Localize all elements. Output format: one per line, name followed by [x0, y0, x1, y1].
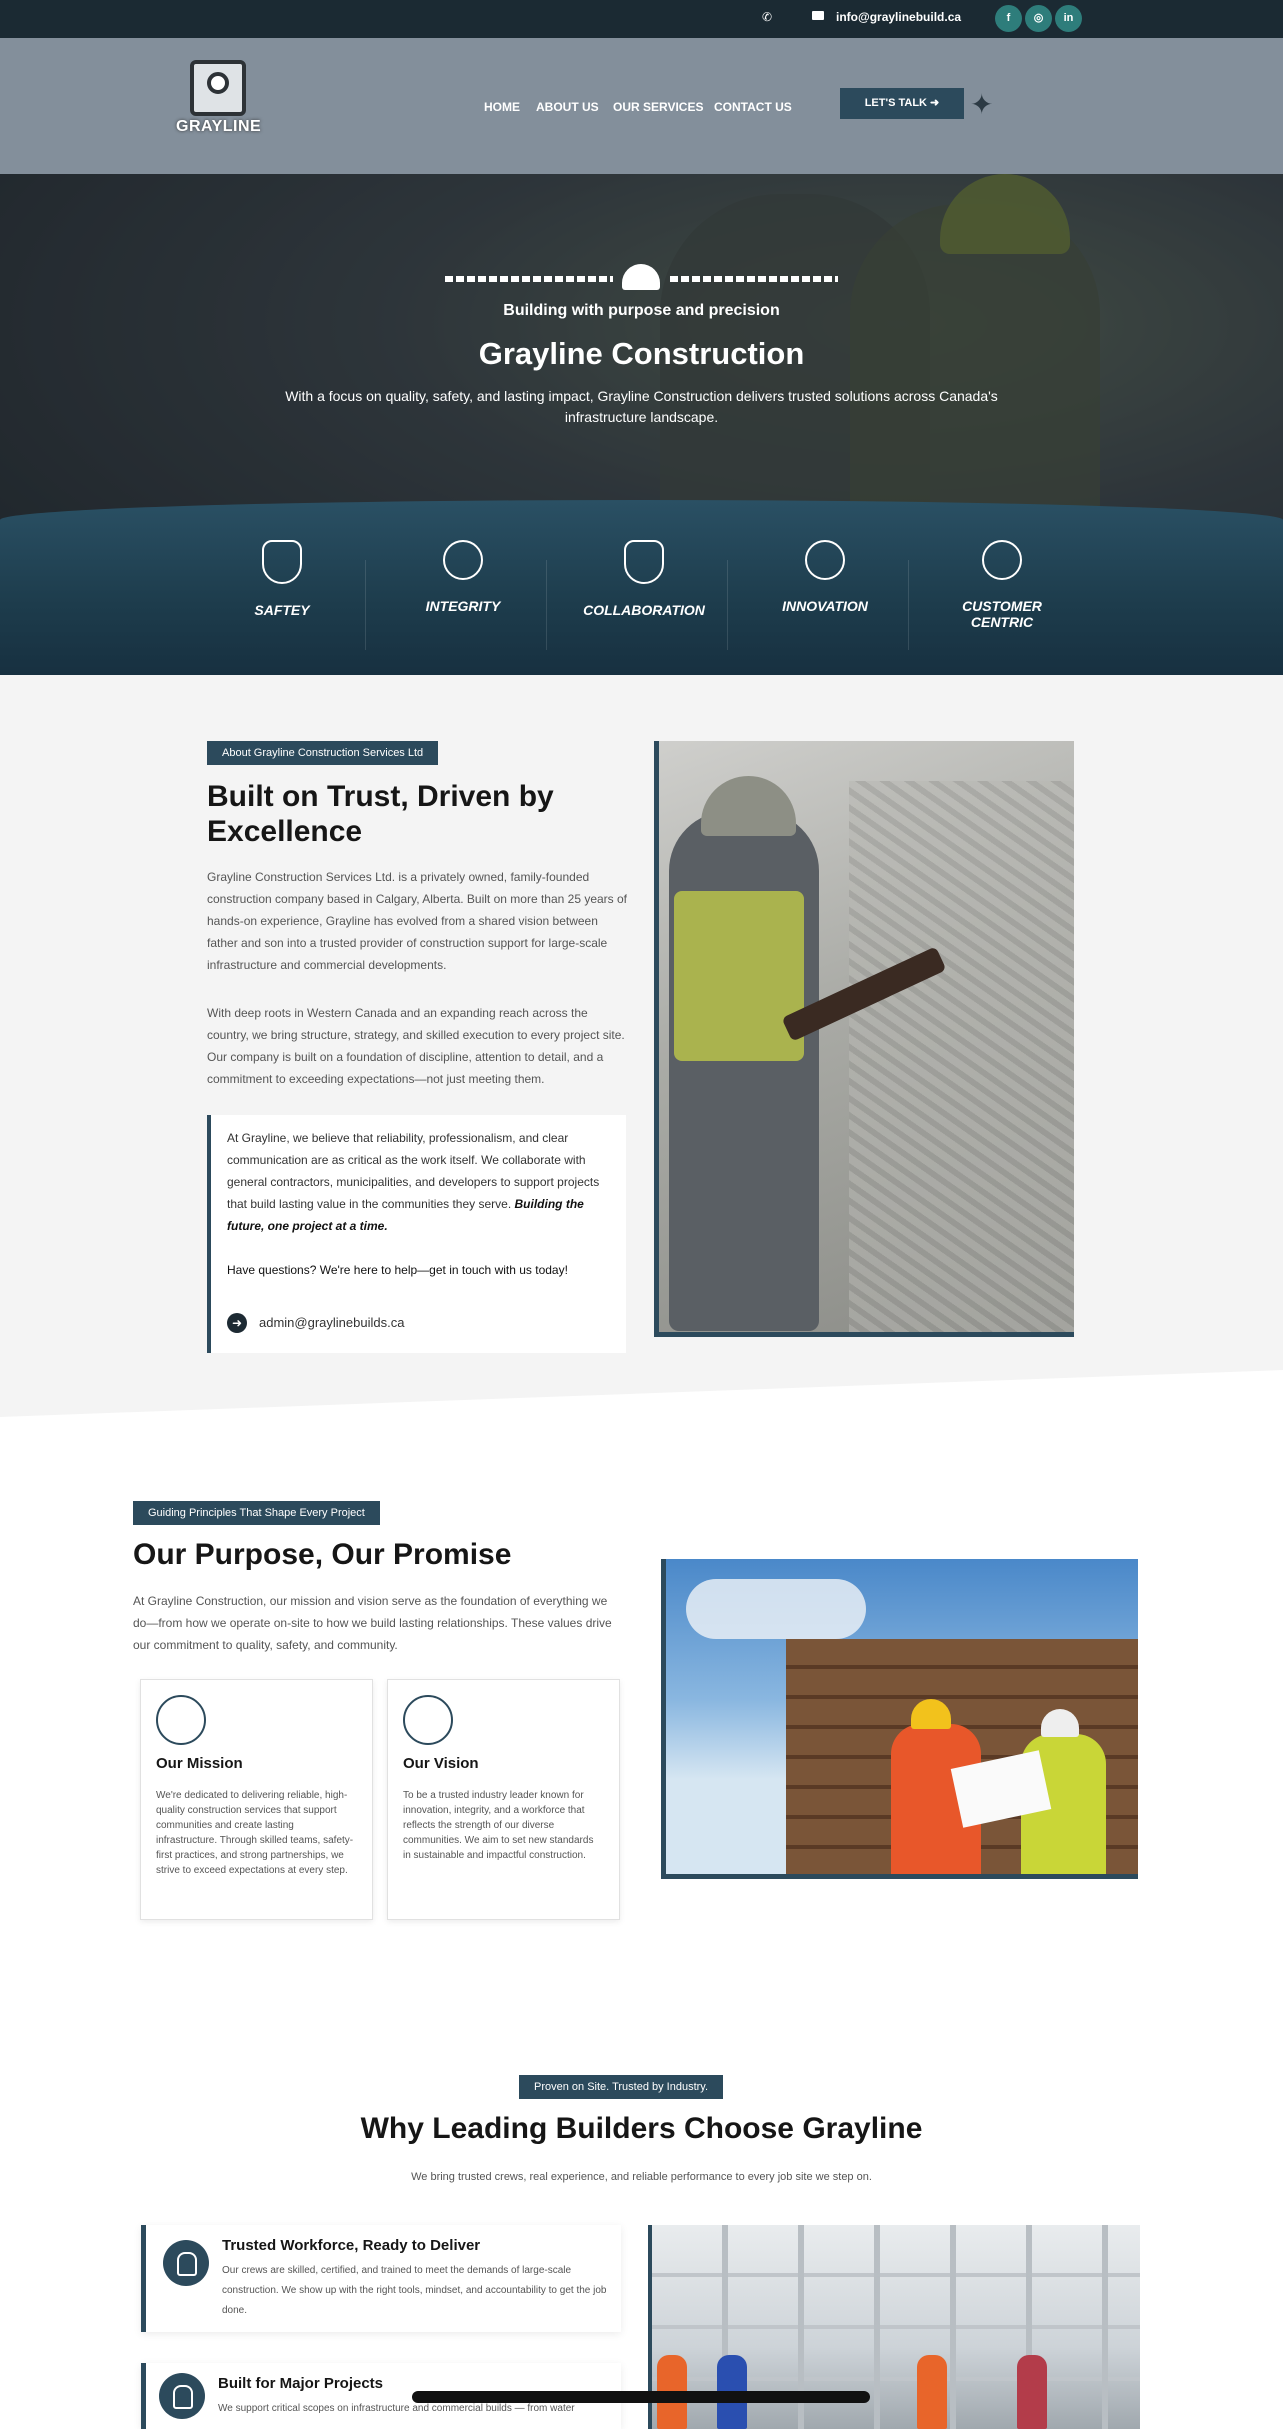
logo-mark-icon [190, 60, 246, 116]
shield-check-icon [262, 540, 302, 584]
about-paragraph-2: With deep roots in Western Canada and an expanding reach across the country, we bring structure, strategy, and skilled execution to every project site. Our company is built on a foundation of discipline, attention to detail, and a commitment to exceeding expectations—not just meeting them. [207, 1006, 625, 1086]
purpose-heading: Our Purpose, Our Promise [133, 1538, 512, 1571]
nav-about-us[interactable]: ABOUT US [536, 100, 599, 114]
envelope-icon [812, 11, 824, 20]
feature-title: Built for Major Projects [218, 2375, 384, 2392]
value-label: COLLABORATION [583, 602, 705, 618]
card-title: Our Vision [403, 1755, 479, 1772]
feature-title: Trusted Workforce, Ready to Deliver [222, 2237, 481, 2254]
maple-leaf-icon: ✦ [970, 89, 994, 120]
quote-body: At Grayline, we believe that reliability, professionalism, and clear communication are as critical as the work itself. We collaborate with general contractors, municipalities, and developers to support projects that build lasting value in the communities they serve. [227, 1131, 600, 1211]
purpose-intro: At Grayline Construction, our mission and vision serve as the foundation of everything we do—from how we operate on-site to how we build lasting relationships. These values drive our commitment to quality, safety, and community. [133, 1594, 612, 1652]
handshake-icon [624, 540, 664, 584]
site-header [0, 38, 1283, 174]
facebook-icon[interactable]: f [995, 5, 1022, 32]
hero-divider-right [670, 276, 838, 282]
hero-subtitle: Building with purpose and precision [503, 302, 780, 319]
why-heading: Why Leading Builders Choose Grayline [360, 2112, 923, 2145]
value-label: INNOVATION [782, 598, 868, 614]
lets-talk-button[interactable]: LET'S TALK ➜ [840, 88, 964, 119]
about-paragraph-1: Grayline Construction Services Ltd. is a privately owned, family-founded construction company based in Calgary, Alberta. Built on more than 25 years of hands-on experience, Grayline has evolved from a shared vision between father and son into a trusted provider of construction support for large-scale infrastructure and commercial developments. [207, 870, 628, 972]
purpose-tag: Guiding Principles That Shape Every Project [133, 1501, 380, 1525]
purpose-photo-site-workers [661, 1559, 1138, 1879]
divider [727, 560, 728, 650]
quote-text [227, 1127, 612, 1237]
horizontal-scrollbar[interactable] [412, 2391, 870, 2403]
quote-emphasis: Building the future, one project at a time. [227, 1197, 584, 1233]
feature-text: We support critical scopes on infrastructure and commercial builds — from water [218, 2403, 575, 2414]
divider [546, 560, 547, 650]
value-collaboration [554, 540, 734, 618]
card-title: Our Mission [156, 1755, 243, 1772]
hero-title: Grayline Construction [478, 336, 805, 371]
phone-icon[interactable]: ✆ [762, 10, 773, 24]
value-label: SAFTEY [254, 602, 310, 618]
nav-our-services[interactable]: OUR SERVICES [613, 100, 704, 114]
divider [365, 560, 366, 650]
logo[interactable] [168, 60, 268, 146]
value-integrity [373, 540, 553, 614]
logo-text: GRAYLINE [176, 118, 262, 135]
value-label: CUSTOMER CENTRIC [962, 598, 1042, 630]
customer-circle-icon [982, 540, 1022, 580]
lightbulb-gear-icon [805, 540, 845, 580]
contact-email-link[interactable]: admin@graylinebuilds.ca [259, 1315, 405, 1330]
value-innovation [735, 540, 915, 614]
about-tag: About Grayline Construction Services Ltd [207, 741, 438, 765]
value-safety [192, 540, 372, 618]
card-text: We're dedicated to delivering reliable, high-quality construction services that support communities and create lasting infrastructure. Through skilled teams, safety-first practices, and strong partnerships, we strive to exceed expectations at every step. [156, 1790, 354, 1876]
nav-contact-us[interactable]: CONTACT US [714, 100, 792, 114]
hero-divider-left [445, 276, 613, 282]
vision-card [387, 1679, 620, 1920]
team-icon [443, 540, 483, 580]
about-quote-box [207, 1115, 626, 1353]
hero-description: With a focus on quality, safety, and lasting impact, Grayline Construction delivers trusted solutions across Canada's infrastructure landscape. [285, 388, 998, 425]
card-text: To be a trusted industry leader known for innovation, integrity, and a workforce that reflects the strength of our diverse communities. We aim to set new standards in sustainable and impactful construction. [403, 1790, 594, 1861]
nav-home[interactable]: HOME [484, 100, 520, 114]
topbar-email-link[interactable]: info@graylinebuild.ca [836, 10, 962, 24]
contact-prompt: Have questions? We're here to help—get in touch with us today! [227, 1263, 568, 1277]
value-customer-centric [912, 540, 1092, 630]
why-tag: Proven on Site. Trusted by Industry. [519, 2075, 723, 2099]
worker-icon [163, 2240, 209, 2286]
linkedin-icon[interactable]: in [1055, 5, 1082, 32]
arrow-right-icon: ➜ [227, 1313, 247, 1333]
target-gear-icon [156, 1695, 206, 1745]
value-label: INTEGRITY [425, 598, 501, 614]
people-circle-icon [403, 1695, 453, 1745]
feature-text: Our crews are skilled, certified, and trained to meet the demands of large-scale construction. We show up with the right tools, mindset, and accountability to get the job done. [222, 2265, 607, 2316]
mission-card [140, 1679, 373, 1920]
feature-trusted-workforce [141, 2225, 621, 2332]
blueprint-icon [159, 2373, 205, 2419]
instagram-icon[interactable]: ◎ [1025, 5, 1052, 32]
divider [908, 560, 909, 650]
top-bar [0, 0, 1283, 38]
about-photo-worker-drilling [654, 741, 1074, 1337]
about-heading: Built on Trust, Driven by Excellence [207, 780, 554, 848]
why-intro: We bring trusted crews, real experience, and reliable performance to every job site we step on. [411, 2171, 872, 2183]
